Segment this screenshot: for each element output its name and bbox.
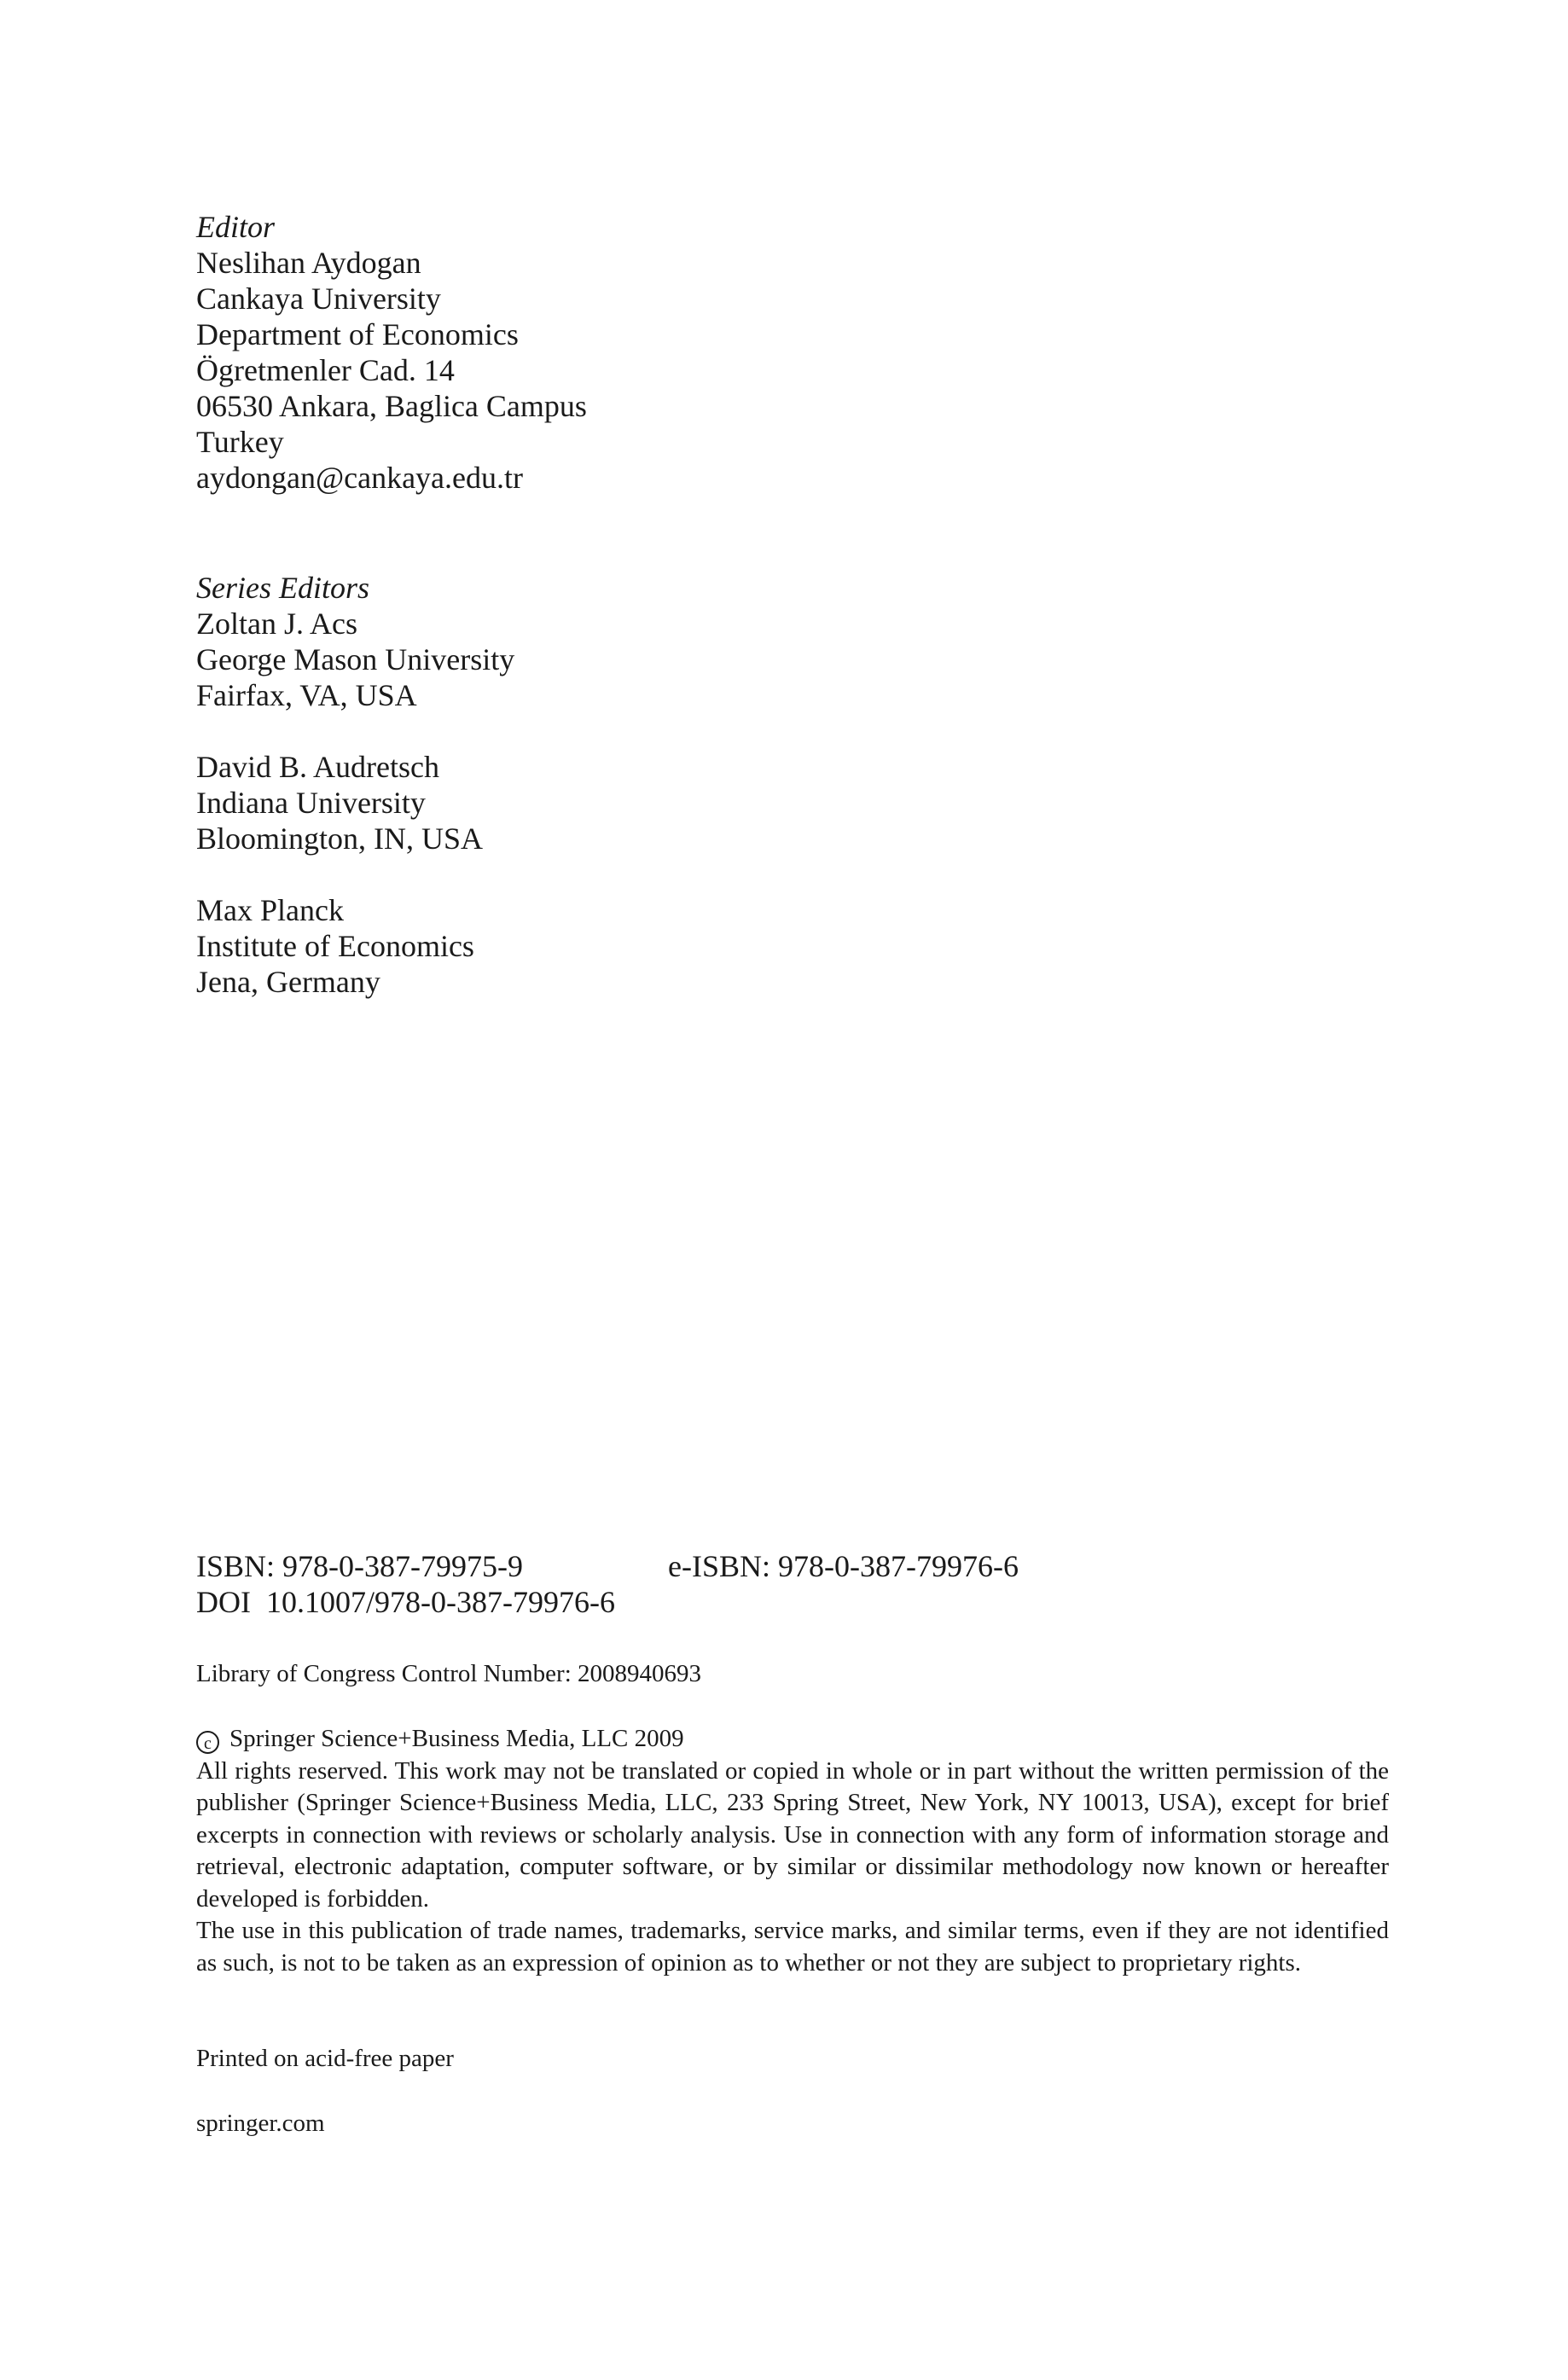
isbn: ISBN: 978-0-387-79975-9 xyxy=(196,1549,523,1583)
publisher-website: springer.com xyxy=(196,2110,325,2137)
series-editor-2-location: Bloomington, IN, USA xyxy=(196,821,484,856)
editor-university: Cankaya University xyxy=(196,282,441,316)
series-editor-1-location: Fairfax, VA, USA xyxy=(196,678,417,712)
editor-street: Ögretmenler Cad. 14 xyxy=(196,353,455,387)
series-editor-2-name: David B. Audretsch xyxy=(196,750,439,784)
editor-block xyxy=(196,209,1391,496)
editor-city: 06530 Ankara, Baglica Campus xyxy=(196,389,587,423)
rights-paragraph: All rights reserved. This work may not be translated or copied in whole or in part without the written permission of the publisher (Springer Science+Business Media, LLC, 233 Spring Street, New York, NY 10013, USA), except for brief excerpts in connection with reviews or scholarly analysis. Use in connection with any form of information storage and retrieval, electronic adaptation, computer software, or by similar or dissimilar methodology now known or hereafter developed is forbidden. xyxy=(196,1756,1389,1913)
editor-name: Neslihan Aydogan xyxy=(196,246,421,280)
printed-note: Printed on acid-free paper xyxy=(196,2045,454,2072)
series-editors-block xyxy=(196,570,1391,713)
copyright-block xyxy=(196,1723,1389,1979)
isbn-row xyxy=(196,1548,1391,1584)
series-editor-1-name: Zoltan J. Acs xyxy=(196,607,357,641)
editor-heading: Editor xyxy=(196,210,276,244)
series-editor-2-block xyxy=(196,749,1391,856)
copyright-holder: Springer Science+Business Media, LLC 2009 xyxy=(229,1725,684,1752)
lccn: Library of Congress Control Number: 2008940693 xyxy=(196,1660,702,1687)
series-editor-3-affiliation: Institute of Economics xyxy=(196,929,474,963)
editor-country: Turkey xyxy=(196,425,284,459)
e-isbn: e-ISBN: 978-0-387-79976-6 xyxy=(668,1549,1019,1583)
isbn-block xyxy=(196,1548,1391,1620)
series-editor-3-location: Jena, Germany xyxy=(196,965,380,999)
series-editors-heading: Series Editors xyxy=(196,571,369,605)
doi: DOI 10.1007/978-0-387-79976-6 xyxy=(196,1585,615,1619)
series-editor-2-affiliation: Indiana University xyxy=(196,786,426,820)
series-editor-1-affiliation: George Mason University xyxy=(196,642,515,676)
editor-department: Department of Economics xyxy=(196,317,519,351)
copyright-line xyxy=(196,1723,1389,1756)
copyright-symbol-icon: c xyxy=(196,1731,219,1754)
editor-email: aydongan@cankaya.edu.tr xyxy=(196,461,523,495)
series-editor-3-name: Max Planck xyxy=(196,893,344,927)
trademark-paragraph: The use in this publication of trade names, trademarks, service marks, and similar terms, even if they are not identified as such, is not to be taken as an expression of opinion as to whether or not they are subject to proprietary rights. xyxy=(196,1917,1389,1977)
series-editor-3-block xyxy=(196,892,1391,1000)
